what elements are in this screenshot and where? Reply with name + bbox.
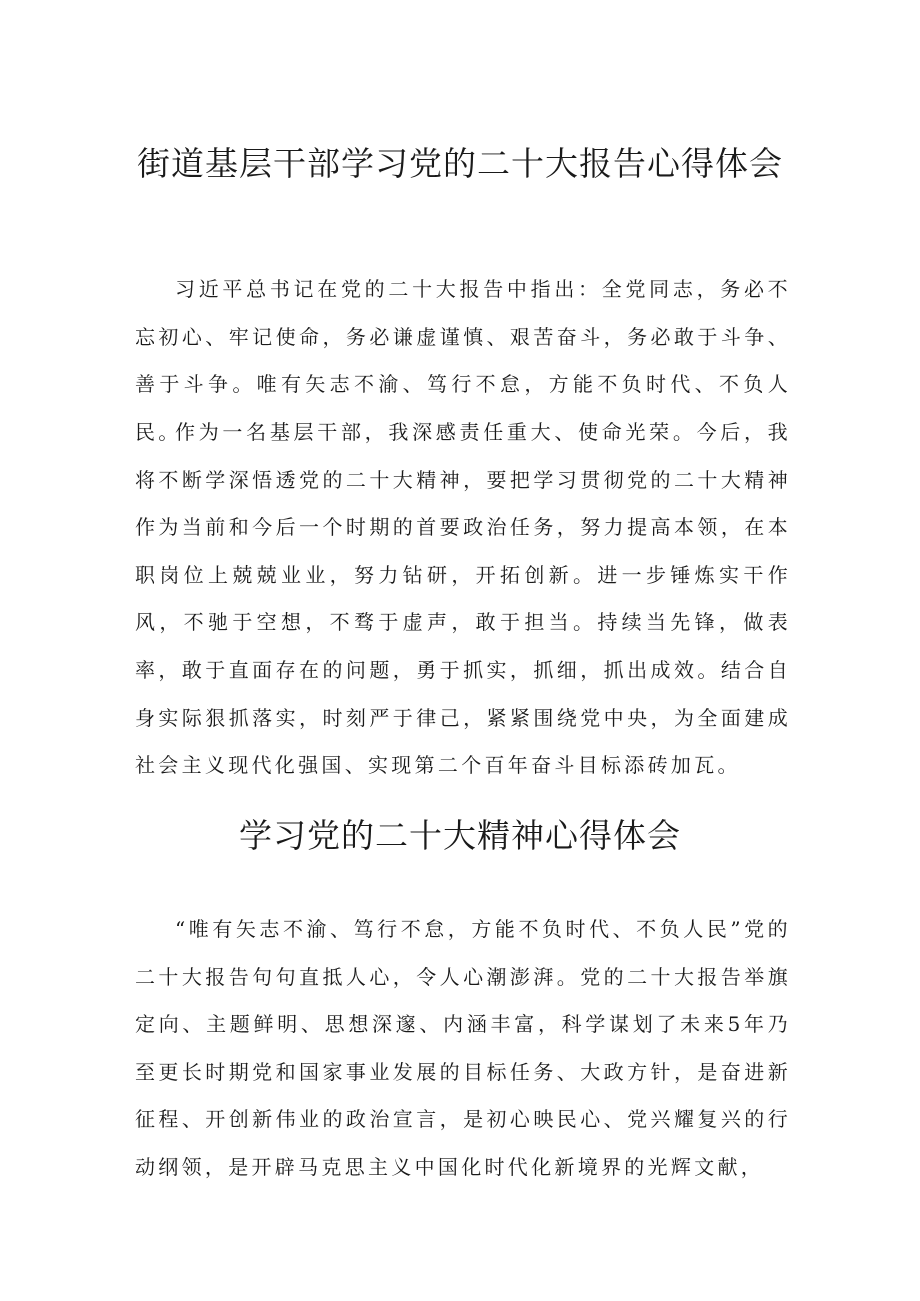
- document-title: 街道基层干部学习党的二十大报告心得体会: [137, 144, 783, 183]
- body-paragraph: 习近平总书记在党的二十大报告中指出：全党同志，务必不忘初心、牢记使命，务必谦虚谨慎、艰苦奋斗，务必敢于斗争、善于斗争。唯有矢志不渝、笃行不怠，方能不负时代、不负人民。: [135, 277, 791, 444]
- body-paragraph: 作为一名基层干部，我深感责任重大、使命光荣。今后，我将不断学深悟透党的二十大精神，要把学习贯彻党的二十大精神作为当前和今后一个时期的首要政治任务，努力提高本领，在本职岗位上兢兢业业，努力钻研，开拓创新。进一步锤炼实干作风，不驰于空想，不骛于虚声，敢于担当。持续当先锋，做表率，敢于直面存在的问题，勇于抓实，抓细，抓出成效。结合自身实际狠抓落实，时刻严于律己，紧紧围绕党中央，为全面建成社会主义现代化强国、实现第二个百年奋斗目标添砖加瓦。: [135, 420, 791, 778]
- section-title: 学习党的二十大精神心得体会: [239, 816, 681, 855]
- body-paragraph: “唯有矢志不渝、笃行不怠，方能不负时代、不负人民”党的二十大报告句句直抵人心，令人心潮澎湃。党的二十大报告举旗定向、主题鲜明、思想深邃、内涵丰富，科学谋划了未来5年乃至更长时期党和国家事业发展的目标任务、大政方针，是奋进新征程、开创新伟业的政治宣言，是初心映民心、党兴耀复兴的行动纲领，是开辟马克思主义中国化时代化新境界的光辉文献，: [135, 917, 791, 1179]
